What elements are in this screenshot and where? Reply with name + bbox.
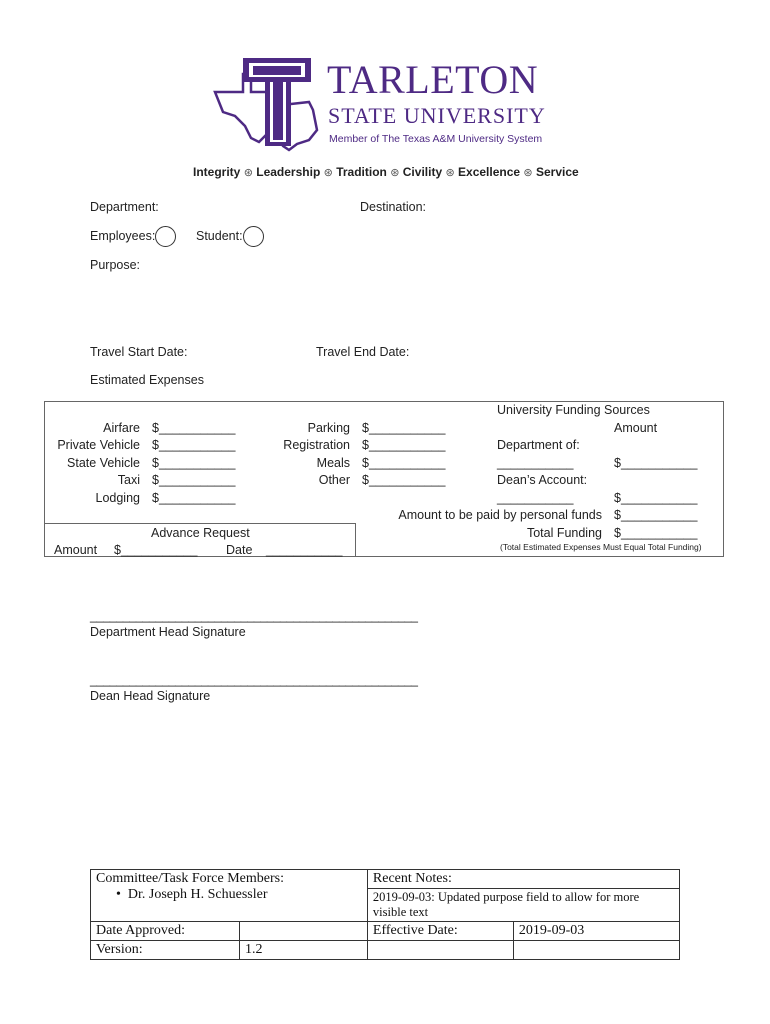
funding-title: University Funding Sources bbox=[497, 403, 650, 417]
funding-note: (Total Estimated Expenses Must Equal Total Funding) bbox=[500, 542, 702, 552]
value-excellence: Excellence bbox=[458, 165, 521, 179]
funding-total-amount[interactable]: $___________ bbox=[614, 526, 698, 540]
value-separator: ⊛ bbox=[243, 167, 253, 179]
logo-name-line1: TARLETON bbox=[327, 57, 539, 102]
expense-label-private-vehicle: Private Vehicle bbox=[57, 438, 140, 452]
recent-notes-text: 2019-09-03: Updated purpose field to allow for more visible text bbox=[372, 890, 640, 919]
estimated-expenses-label: Estimated Expenses bbox=[90, 373, 204, 387]
employees-radio[interactable] bbox=[155, 226, 176, 247]
bullet-icon: • bbox=[116, 887, 128, 902]
advance-amount-value[interactable]: $___________ bbox=[114, 543, 198, 557]
expense-label-lodging: Lodging bbox=[95, 491, 140, 505]
value-integrity: Integrity bbox=[193, 165, 241, 179]
travel-end-label: Travel End Date: bbox=[316, 345, 410, 359]
expense-value-state-vehicle[interactable]: $___________ bbox=[152, 456, 236, 470]
committee-member-name: Dr. Joseph H. Schuessler bbox=[127, 887, 268, 902]
employees-label: Employees: bbox=[90, 228, 156, 243]
expense-label-registration: Registration bbox=[283, 438, 350, 452]
expense-label-taxi: Taxi bbox=[117, 473, 140, 487]
expense-value-parking[interactable]: $___________ bbox=[362, 421, 446, 435]
funding-department-blank[interactable]: ___________ bbox=[497, 456, 574, 470]
expense-value-meals[interactable]: $___________ bbox=[362, 456, 446, 470]
value-separator: ⊛ bbox=[445, 167, 455, 179]
expense-value-registration[interactable]: $___________ bbox=[362, 438, 446, 452]
student-label: Student: bbox=[196, 228, 243, 243]
dept-head-signature-line[interactable]: __________________________________________________ bbox=[90, 609, 418, 623]
dept-head-signature-label: Department Head Signature bbox=[90, 625, 246, 639]
date-approved-label: Date Approved: bbox=[91, 922, 240, 941]
empty-cell bbox=[513, 941, 679, 960]
funding-amount-header: Amount bbox=[614, 421, 658, 435]
funding-department-label: Department of: bbox=[497, 438, 580, 452]
funding-personal-amount[interactable]: $___________ bbox=[614, 508, 698, 522]
value-service: Service bbox=[535, 165, 579, 179]
department-label: Department: bbox=[90, 200, 159, 214]
logo-member-text: Member of The Texas A&M University System bbox=[329, 133, 543, 145]
funding-total-label: Total Funding bbox=[526, 526, 602, 540]
destination-label: Destination: bbox=[360, 200, 427, 214]
advance-amount-label: Amount bbox=[54, 543, 98, 557]
value-separator: ⊛ bbox=[390, 167, 400, 179]
funding-deans-amount[interactable]: $___________ bbox=[614, 491, 698, 505]
advance-request-title: Advance Request bbox=[151, 526, 250, 540]
texas-t-logo-icon bbox=[213, 52, 325, 152]
version-value: 1.2 bbox=[240, 941, 368, 960]
expense-value-airfare[interactable]: $___________ bbox=[152, 421, 236, 435]
effective-date-value: 2019-09-03 bbox=[513, 922, 679, 941]
committee-label: Committee/Task Force Members: bbox=[96, 871, 284, 886]
expense-label-state-vehicle: State Vehicle bbox=[67, 456, 140, 470]
value-separator: ⊛ bbox=[523, 167, 533, 179]
document-info-table bbox=[90, 869, 680, 960]
value-separator: ⊛ bbox=[323, 167, 333, 179]
date-approved-value bbox=[240, 922, 368, 941]
value-tradition: Tradition bbox=[336, 165, 387, 179]
dean-head-signature-line[interactable]: __________________________________________________ bbox=[90, 673, 418, 687]
advance-date-label: Date bbox=[226, 543, 253, 557]
expense-value-private-vehicle[interactable]: $___________ bbox=[152, 438, 236, 452]
student-option bbox=[196, 226, 264, 247]
logo-name-line2: STATE UNIVERSITY bbox=[328, 103, 546, 128]
expense-label-other: Other bbox=[318, 473, 350, 487]
funding-department-amount[interactable]: $___________ bbox=[614, 456, 698, 470]
advance-date-value[interactable]: ___________ bbox=[266, 543, 343, 557]
employees-option bbox=[90, 226, 176, 247]
recent-notes-cell bbox=[367, 870, 679, 922]
committee-cell bbox=[91, 870, 368, 922]
expense-label-airfare: Airfare bbox=[103, 421, 140, 435]
version-label: Version: bbox=[91, 941, 240, 960]
student-radio[interactable] bbox=[243, 226, 264, 247]
dean-head-signature-label: Dean Head Signature bbox=[90, 689, 211, 703]
funding-personal-label: Amount to be paid by personal funds bbox=[398, 508, 602, 522]
expense-value-other[interactable]: $___________ bbox=[362, 473, 446, 487]
effective-date-label: Effective Date: bbox=[367, 922, 513, 941]
funding-deans-label: Dean’s Account: bbox=[497, 473, 588, 487]
value-civility: Civility bbox=[402, 165, 443, 179]
expense-label-parking: Parking bbox=[307, 421, 350, 435]
committee-member bbox=[96, 887, 362, 903]
expense-label-meals: Meals bbox=[316, 456, 350, 470]
expense-value-lodging[interactable]: $___________ bbox=[152, 491, 236, 505]
university-logo bbox=[213, 52, 558, 154]
funding-deans-blank[interactable]: ___________ bbox=[497, 491, 574, 505]
empty-cell bbox=[367, 941, 513, 960]
university-values bbox=[193, 165, 579, 179]
purpose-label: Purpose: bbox=[90, 258, 141, 272]
value-leadership: Leadership bbox=[256, 165, 321, 179]
expense-value-taxi[interactable]: $___________ bbox=[152, 473, 236, 487]
travel-start-label: Travel Start Date: bbox=[90, 345, 188, 359]
recent-notes-label: Recent Notes: bbox=[368, 870, 679, 889]
